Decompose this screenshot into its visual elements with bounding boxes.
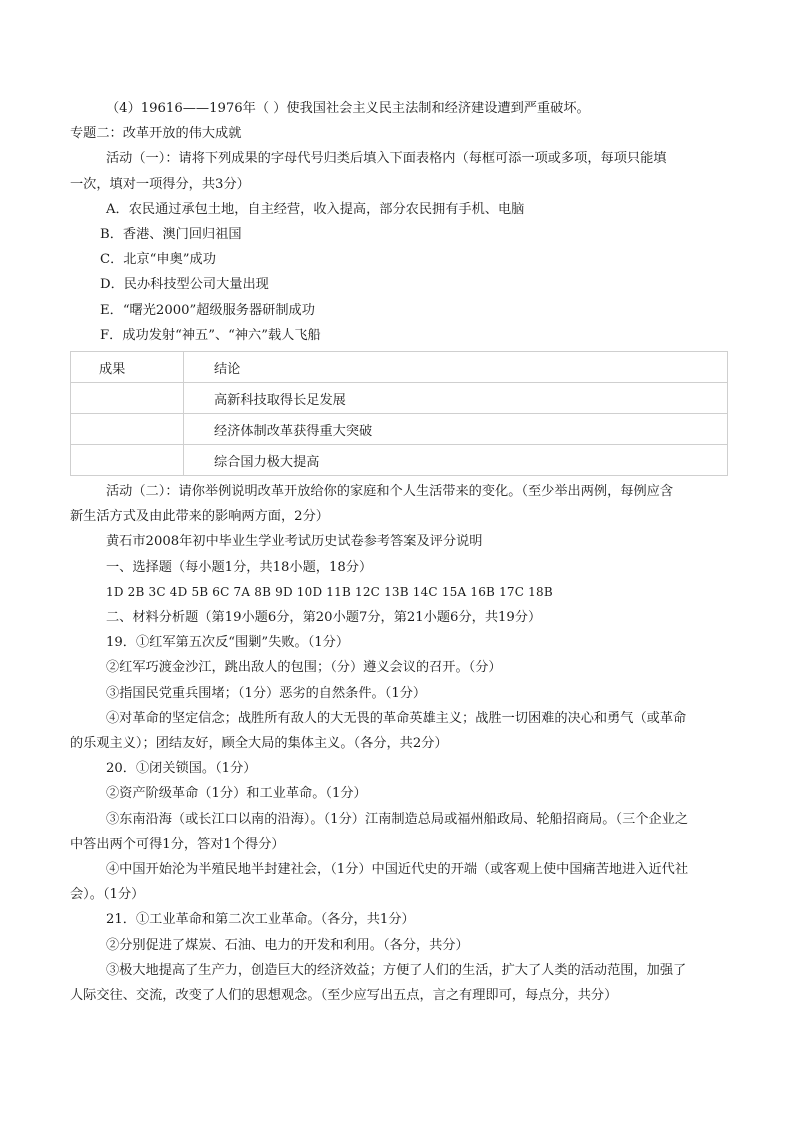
answer-19-2: ②红军巧渡金沙江，跳出敌人的包围；（分）遵义会议的召开。（分） (106, 660, 502, 676)
option-d: D．民办科技型公司大量出现 (100, 277, 269, 293)
answer-20-4-cont: 会）。（1分） (70, 887, 145, 903)
table-header-row (71, 352, 728, 383)
table-header-achievement: 成果 (71, 352, 184, 383)
answer-21-3-cont: 人际交往、交流，改变了人们的思想观念。（至少应写出五点，言之有理即可，每点分，共分） (70, 988, 618, 1004)
answer-21-2: ②分别促进了煤炭、石油、电力的开发和利用。（各分，共分） (106, 937, 469, 953)
answer-20-3: ③东南沿海（或长江口以南的沿海）。（1分）江南制造总局或福州船政局、轮船招商局。（三个企业之 (106, 811, 689, 827)
table-header-conclusion: 结论 (184, 352, 728, 383)
answer-19-4: ④对革命的坚定信念；战胜所有敌人的大无畏的革命英雄主义；战胜一切困难的决心和勇气（或革命 (106, 710, 687, 726)
option-c: C．北京“申奥”成功 (100, 252, 216, 268)
activity-2-instruction: 活动（二）：请你举例说明改革开放给你的家庭和个人生活带来的变化。（至少举出两例，每例应含 (106, 484, 674, 500)
section-2-title: 专题二：改革开放的伟大成就 (70, 126, 242, 142)
option-b: B．香港、澳门回归祖国 (100, 227, 242, 243)
table-cell-conclusion-3: 综合国力极大提高 (184, 445, 728, 476)
answer-20-2: ②资产阶级革命（1分）和工业革命。（1分） (106, 786, 367, 802)
table-cell-achievement-1[interactable] (71, 383, 184, 414)
answer-21-3: ③极大地提高了生产力，创造巨大的经济效益；方便了人们的生活，扩大了人类的活动范围，加强了 (106, 962, 687, 978)
table-row (71, 445, 728, 476)
document-page (70, 96, 728, 1008)
achievement-table (70, 351, 728, 476)
answer-21-1: 21．①工业革命和第二次工业革命。（各分，共1分） (106, 912, 415, 928)
section-2-heading: 二、材料分析题（第19小题6分，第20小题7分，第21小题6分，共19分） (106, 610, 542, 626)
section-1-heading: 一、选择题（每小题1分，共18小题，18分） (106, 559, 373, 575)
table-row (71, 383, 728, 414)
activity-1-instruction: 活动（一）：请将下列成果的字母代号归类后填入下面表格内（每框可添一项或多项，每项只能填 (106, 151, 667, 167)
answer-20-3-cont: 中答出两个可得1分，答对1个得分） (70, 836, 285, 852)
option-e: E．“曙光2000”超级服务器研制成功 (100, 302, 315, 318)
answer-19-3: ③指国民党重兵围堵；（1分）恶劣的自然条件。（1分） (106, 685, 427, 701)
activity-1-instruction-cont: 一次，填对一项得分，共3分） (70, 176, 250, 192)
table-row (71, 414, 728, 445)
answer-19-1: 19．①红军第五次反“围剿”失败。（1分） (106, 635, 350, 651)
table-cell-conclusion-1: 高新科技取得长足发展 (184, 383, 728, 414)
question-4-text: （4）19616——1976年（ ）使我国社会主义民主法制和经济建设遭到严重破坏。 (106, 101, 590, 116)
answer-20-4: ④中国开始沦为半殖民地半封建社会，（1分）中国近代史的开端（或客观上使中国痛苦地进入近代社 (106, 862, 689, 878)
activity-2-instruction-cont: 新生活方式及由此带来的影响两方面，2分） (70, 509, 329, 525)
table-cell-conclusion-2: 经济体制改革获得重大突破 (184, 414, 728, 445)
answer-20-1: 20．①闭关锁国。（1分） (106, 761, 257, 777)
option-a: A．农民通过承包土地，自主经营，收入提高，部分农民拥有手机、电脑 (106, 201, 525, 217)
answer-key-title: 黄石市2008年初中毕业生学业考试历史试卷参考答案及评分说明 (106, 534, 483, 550)
multiple-choice-answers: 1D 2B 3C 4D 5B 6C 7A 8B 9D 10D 11B 12C 13B 14C 15A 16B 17C 18B (106, 584, 553, 599)
option-f: F．成功发射“神五”、“神六”载人飞船 (100, 327, 321, 343)
table-cell-achievement-2[interactable] (71, 414, 184, 445)
table-cell-achievement-3[interactable] (71, 445, 184, 476)
answer-19-4-cont: 的乐观主义）；团结友好，顾全大局的集体主义。（各分，共2分） (70, 736, 448, 752)
